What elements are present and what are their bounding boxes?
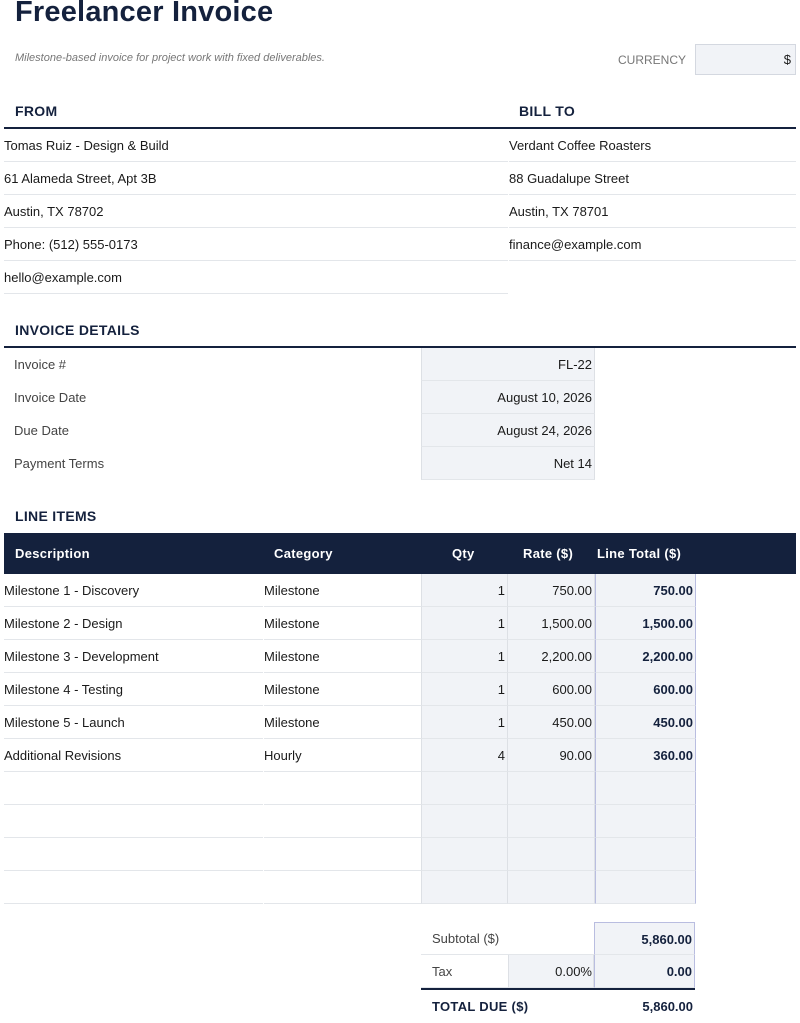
tax-value: 0.00 [594, 955, 695, 988]
currency-input[interactable]: $ [695, 44, 796, 75]
table-row [4, 871, 796, 904]
total-due-label: TOTAL DUE ($) [432, 999, 529, 1014]
item-description[interactable] [4, 805, 263, 838]
bill-to-heading: BILL TO [519, 103, 576, 119]
details-row [4, 381, 796, 414]
tax-rate-field[interactable]: 0.00% [508, 955, 594, 988]
details-label: Payment Terms [14, 456, 105, 471]
item-line-total [595, 772, 696, 805]
invoice-number-field[interactable]: FL-22 [421, 348, 595, 381]
totals-block [421, 922, 796, 1021]
details-row [4, 348, 796, 381]
total-due-value: 5,860.00 [642, 999, 693, 1014]
table-row [4, 838, 796, 871]
table-row [4, 673, 796, 706]
item-line-total: 750.00 [595, 574, 696, 607]
from-line[interactable]: Tomas Ruiz - Design & Build [4, 129, 508, 162]
item-qty[interactable]: 1 [421, 706, 508, 739]
item-qty[interactable] [421, 772, 508, 805]
details-row [4, 414, 796, 447]
subtotal-label: Subtotal ($) [421, 922, 594, 955]
page-title: Freelancer Invoice [15, 0, 274, 28]
table-row [4, 805, 796, 838]
table-row [4, 706, 796, 739]
from-line[interactable]: hello@example.com [4, 261, 508, 294]
bill-to-block [509, 129, 796, 261]
item-line-total: 450.00 [595, 706, 696, 739]
item-line-total: 2,200.00 [595, 640, 696, 673]
from-line[interactable]: Austin, TX 78702 [4, 195, 508, 228]
item-description[interactable]: Additional Revisions [4, 739, 263, 772]
details-label: Invoice # [14, 357, 67, 372]
item-rate[interactable]: 600.00 [508, 673, 595, 706]
table-row [4, 607, 796, 640]
from-block [4, 129, 508, 294]
details-label: Invoice Date [14, 390, 87, 405]
item-category[interactable]: Milestone [264, 706, 421, 739]
item-category[interactable] [264, 871, 421, 904]
item-line-total [595, 805, 696, 838]
subtotal-value: 5,860.00 [594, 922, 695, 955]
item-line-total: 1,500.00 [595, 607, 696, 640]
currency-label: CURRENCY [618, 53, 687, 67]
item-category[interactable] [264, 805, 421, 838]
item-rate[interactable]: 90.00 [508, 739, 595, 772]
payment-terms-field[interactable]: Net 14 [421, 447, 595, 480]
item-qty[interactable]: 1 [421, 607, 508, 640]
item-rate[interactable] [508, 871, 595, 904]
item-qty[interactable] [421, 871, 508, 904]
item-line-total: 600.00 [595, 673, 696, 706]
details-row [4, 447, 796, 480]
table-row [4, 739, 796, 772]
col-qty: Qty [452, 546, 475, 561]
due-date-field[interactable]: August 24, 2026 [421, 414, 595, 447]
line-items-header [4, 533, 796, 574]
item-qty[interactable] [421, 838, 508, 871]
tax-label: Tax [421, 955, 508, 988]
line-items-heading: LINE ITEMS [15, 508, 97, 524]
col-line-total: Line Total ($) [597, 546, 682, 561]
item-line-total: 360.00 [595, 739, 696, 772]
bill-to-line[interactable]: finance@example.com [509, 228, 796, 261]
item-line-total [595, 838, 696, 871]
col-category: Category [274, 546, 333, 561]
item-category[interactable] [264, 772, 421, 805]
table-row [4, 772, 796, 805]
item-description[interactable]: Milestone 3 - Development [4, 640, 263, 673]
item-category[interactable]: Hourly [264, 739, 421, 772]
item-description[interactable] [4, 871, 263, 904]
from-heading: FROM [15, 103, 58, 119]
line-items-body [0, 574, 800, 906]
page-subtitle: Milestone-based invoice for project work with fixed deliverables. [15, 52, 325, 64]
item-rate[interactable] [508, 772, 595, 805]
item-rate[interactable]: 1,500.00 [508, 607, 595, 640]
item-line-total [595, 871, 696, 904]
invoice-details-heading: INVOICE DETAILS [15, 322, 140, 338]
item-description[interactable] [4, 838, 263, 871]
item-rate[interactable] [508, 838, 595, 871]
from-line[interactable]: 61 Alameda Street, Apt 3B [4, 162, 508, 195]
item-qty[interactable]: 4 [421, 739, 508, 772]
item-rate[interactable]: 750.00 [508, 574, 595, 607]
item-rate[interactable] [508, 805, 595, 838]
invoice-date-field[interactable]: August 10, 2026 [421, 381, 595, 414]
item-description[interactable]: Milestone 2 - Design [4, 607, 263, 640]
item-category[interactable] [264, 838, 421, 871]
details-label: Due Date [14, 423, 69, 438]
col-rate: Rate ($) [523, 546, 574, 561]
item-category[interactable]: Milestone [264, 607, 421, 640]
col-description: Description [15, 546, 90, 561]
item-rate[interactable]: 2,200.00 [508, 640, 595, 673]
item-qty[interactable]: 1 [421, 574, 508, 607]
bill-to-line[interactable]: 88 Guadalupe Street [509, 162, 796, 195]
item-description[interactable]: Milestone 4 - Testing [4, 673, 263, 706]
item-rate[interactable]: 450.00 [508, 706, 595, 739]
from-line[interactable]: Phone: (512) 555-0173 [4, 228, 508, 261]
bill-to-line[interactable]: Verdant Coffee Roasters [509, 129, 796, 162]
item-description[interactable] [4, 772, 263, 805]
item-qty[interactable]: 1 [421, 640, 508, 673]
item-description[interactable]: Milestone 1 - Discovery [4, 574, 263, 607]
item-qty[interactable]: 1 [421, 673, 508, 706]
bill-to-line[interactable]: Austin, TX 78701 [509, 195, 796, 228]
item-qty[interactable] [421, 805, 508, 838]
item-category[interactable]: Milestone [264, 673, 421, 706]
item-category[interactable]: Milestone [264, 574, 421, 607]
item-description[interactable]: Milestone 5 - Launch [4, 706, 263, 739]
item-category[interactable]: Milestone [264, 640, 421, 673]
table-row [4, 640, 796, 673]
table-row [4, 574, 796, 607]
